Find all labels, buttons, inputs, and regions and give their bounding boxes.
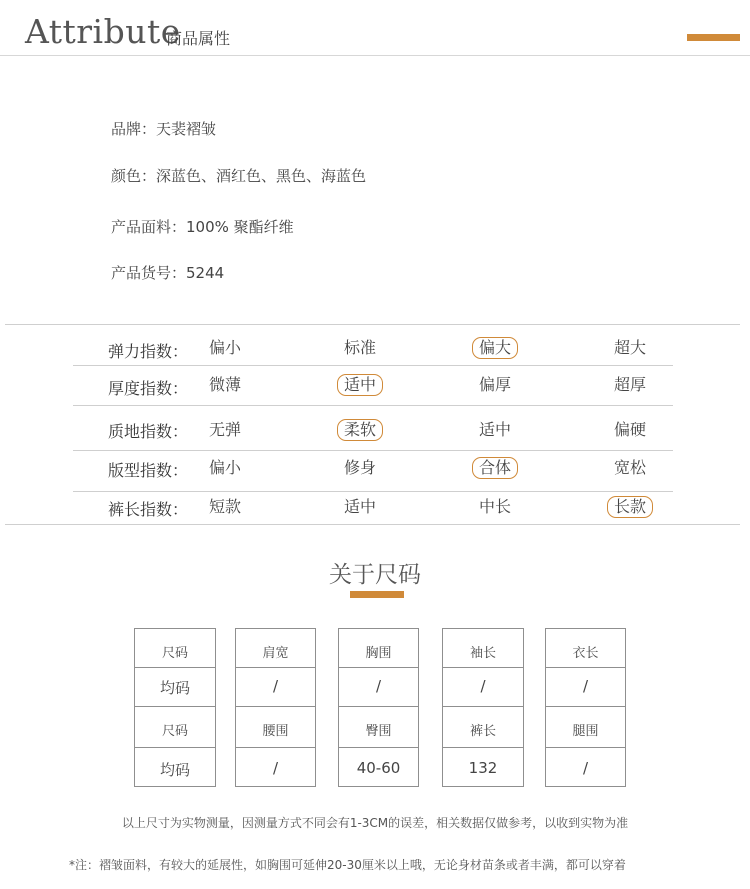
index-label-length: 裤长指数： [108,500,189,519]
attr-fabric-value: 100% 聚酯纤维 [186,218,294,236]
index-label-thickness: 厚度指数： [108,379,189,398]
index-option: 宽松 [613,458,646,477]
index-option: 无弹 [208,420,241,439]
size-header: 臀围 [365,724,392,739]
size-header: 胸围 [365,646,392,661]
index-option: 偏硬 [613,420,646,439]
size-header: 尺码 [161,646,188,661]
index-option: 适中 [343,497,376,516]
row-divider [73,450,673,451]
attr-color-value: 深蓝色、酒红色、黑色、海蓝色 [156,167,367,185]
size-header: 肩宽 [262,646,289,661]
index-option: 标准 [343,338,376,357]
size-cell-divider [236,747,315,748]
index-option: 微薄 [208,375,241,394]
size-header: 腿围 [572,724,599,739]
size-cell-divider [339,747,418,748]
size-value: 均码 [159,761,190,779]
row-divider [73,491,673,492]
size-cell-divider [135,747,215,748]
fabric-note: *注：褶皱面料，有较大的延展性，如胸围可延伸20-30厘米以上哦，无论身材苗条或者丰满，都可以穿着 [69,858,626,872]
index-option: 适中 [478,420,511,439]
attr-brand-label: 品牌： [111,120,157,138]
index-table-bottom-border [5,524,740,525]
size-cell-divider [236,667,315,668]
size-value: / [272,677,279,695]
size-cell-divider [546,706,625,707]
size-cell-divider [135,667,215,668]
attr-fabric [111,216,294,237]
index-option: 修身 [343,458,376,477]
index-option: 中长 [478,497,511,516]
size-header: 裤长 [469,724,496,739]
size-section-title: 关于尺码 [329,562,421,588]
attr-sku [111,262,224,283]
section-title-en: Attribute [25,12,181,51]
attr-sku-value: 5244 [186,264,225,282]
size-cell-divider [135,706,215,707]
size-value: 132 [468,759,498,777]
size-title-accent-bar [350,591,404,598]
size-column [545,628,626,787]
size-cell-divider [339,706,418,707]
index-table-top-border [5,324,740,325]
size-value: / [375,677,382,695]
section-title-cn: 商品属性 [166,29,231,48]
size-column [442,628,524,787]
size-cell-divider [236,706,315,707]
size-column [338,628,419,787]
size-cell-divider [546,747,625,748]
title-accent-bar [687,34,740,41]
size-header: 衣长 [572,646,599,661]
attr-sku-label: 产品货号： [111,264,187,282]
index-option: 超厚 [613,375,646,394]
size-value: / [582,759,589,777]
measurement-note: 以上尺寸为实物测量，因测量方式不同会有1-3CM的误差，相关数据仅做参考，以收到实物为准 [121,816,629,830]
size-cell-divider [443,747,523,748]
size-column [235,628,316,787]
size-header: 腰围 [262,724,289,739]
size-column [134,628,216,787]
index-option-selected: 适中 [325,374,395,396]
size-cell-divider [443,667,523,668]
attr-color-label: 颜色： [111,167,157,185]
size-value: / [582,677,589,695]
row-divider [73,365,673,366]
index-option-selected: 柔软 [325,419,395,441]
size-cell-divider [546,667,625,668]
index-option: 短款 [208,497,241,516]
size-cell-divider [339,667,418,668]
title-divider [0,55,750,56]
size-header: 袖长 [469,646,496,661]
size-value: / [480,677,486,695]
index-option: 偏小 [208,458,241,477]
index-option: 超大 [613,338,646,357]
size-value: / [272,759,279,777]
size-cell-divider [443,706,523,707]
index-option: 偏厚 [478,375,511,394]
attr-color [111,165,366,186]
index-label-fit: 版型指数： [108,461,189,480]
attr-brand [111,118,216,139]
index-option-selected: 长款 [595,496,665,518]
attr-fabric-label: 产品面料： [111,218,187,236]
size-header: 尺码 [161,724,188,739]
index-option-selected: 偏大 [460,337,530,359]
attr-brand-value: 天裴褶皱 [156,120,217,138]
index-label-texture: 质地指数： [108,422,189,441]
size-value: 40-60 [356,759,401,777]
index-label-elasticity: 弹力指数： [108,342,189,361]
index-option: 偏小 [208,338,241,357]
size-value: 均码 [159,679,190,697]
row-divider [73,405,673,406]
index-option-selected: 合体 [460,457,530,479]
